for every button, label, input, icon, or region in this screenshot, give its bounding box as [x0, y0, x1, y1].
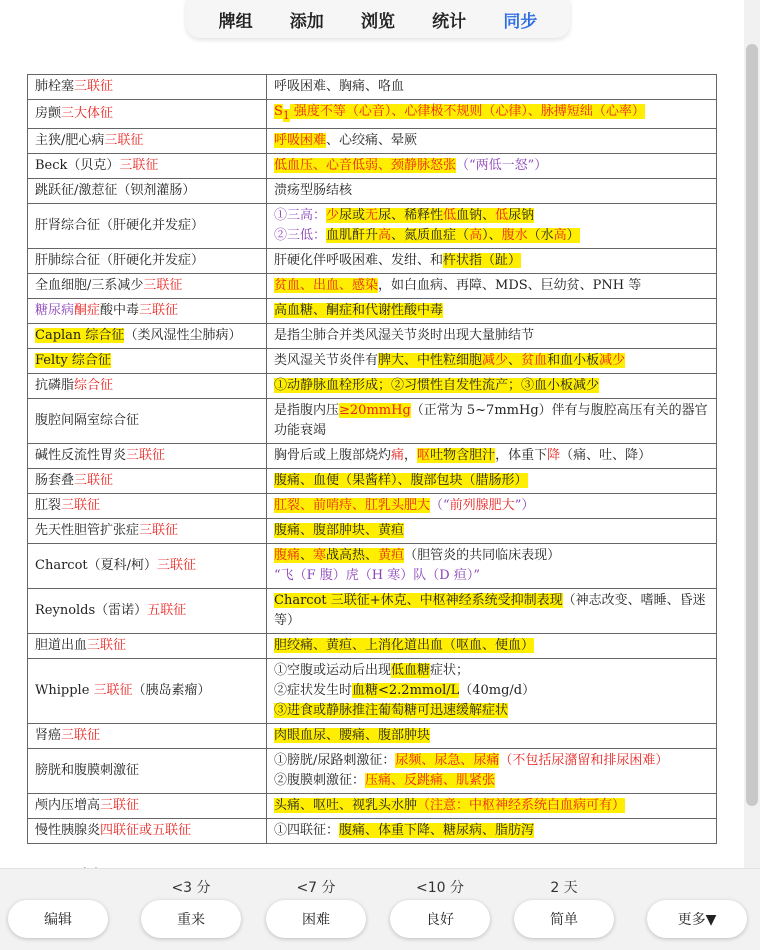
syndrome-name-cell [28, 793, 267, 818]
tab-sync[interactable]: 同步 [503, 11, 538, 32]
syndrome-desc-cell [267, 100, 717, 129]
syndrome-desc-cell [267, 818, 717, 843]
desc-segment: ， [404, 447, 418, 463]
table-row [28, 543, 717, 588]
desc-segment: 少 [326, 207, 340, 223]
desc-segment: 尿或 [339, 207, 366, 223]
name-segment: 膀胱和腹膜刺激征 [35, 762, 140, 778]
table-row [28, 203, 717, 248]
name-segment: 三联征 [126, 447, 166, 463]
desc-segment: 吐物含胆汁 [430, 447, 496, 463]
desc-segment: 腹水 [501, 227, 528, 243]
desc-segment: 贫血 [521, 352, 548, 368]
table-row [28, 518, 717, 543]
desc-segment: （痛、吐、降） [560, 447, 652, 463]
table-row [28, 178, 717, 203]
desc-segment: 血钠、 [456, 207, 496, 223]
desc-segment: 类风湿关节炎伴有 [274, 352, 379, 368]
desc-segment: 肛裂、前哨痔、肛乳头肥大 [274, 497, 431, 513]
desc-segment: 无 [365, 207, 379, 223]
desc-segment: 前列腺肥大 [449, 497, 515, 513]
name-segment: 肛裂 [35, 497, 62, 513]
interval-hard: <7 分 [296, 880, 336, 896]
syndrome-desc-cell [267, 128, 717, 153]
syndrome-desc-cell [267, 373, 717, 398]
name-segment: 肾癌 [35, 727, 62, 743]
name-segment: 三联征 [143, 277, 183, 293]
desc-line [274, 771, 709, 791]
desc-segment: 高血糖、酮症和代谢性酸中毒 [274, 302, 444, 318]
desc-segment: 高 [469, 227, 483, 243]
name-segment: Reynolds（雷诺） [35, 602, 148, 618]
interval-again: <3 分 [171, 880, 211, 896]
name-segment: 四联征或五联征 [100, 822, 192, 838]
desc-line [274, 401, 709, 441]
name-segment: 三联征 [119, 157, 159, 173]
desc-line [274, 156, 709, 176]
syndrome-desc-cell [267, 543, 717, 588]
syndrome-name-cell [28, 178, 267, 203]
table-row [28, 100, 717, 129]
desc-segment: ①空腹或运动后出现 [274, 662, 392, 678]
name-segment: Caplan 综合征 [35, 327, 125, 343]
syndrome-name-cell [28, 588, 267, 633]
name-segment: 三联征 [139, 302, 179, 318]
edit-button[interactable]: 编辑 [8, 900, 108, 938]
desc-line [274, 376, 709, 396]
tab-decks[interactable]: 牌组 [218, 11, 253, 32]
good-button[interactable]: 良好 [390, 900, 490, 938]
name-segment: 全血细胞/三系减少 [35, 277, 144, 293]
desc-line [274, 821, 709, 841]
desc-line [274, 546, 709, 566]
desc-segment: 压痛、反跳痛、肌紧张 [365, 772, 496, 788]
syndrome-desc-cell [267, 323, 717, 348]
name-segment: 碱性反流性胃炎 [35, 447, 127, 463]
table-row [28, 128, 717, 153]
desc-segment: （神志改变、嗜睡、昏迷等） [274, 592, 706, 628]
desc-line [274, 226, 709, 246]
table-row [28, 658, 717, 723]
desc-segment: ） [566, 227, 580, 243]
syndrome-name-cell [28, 153, 267, 178]
desc-segment: 腹痛、血便（果酱样）、腹部包块（腊肠形） [274, 472, 528, 488]
desc-segment: 低血糖 [391, 662, 431, 678]
desc-segment: 腹痛 [274, 547, 301, 563]
syndrome-name-cell [28, 348, 267, 373]
desc-line [274, 471, 709, 491]
desc-line [274, 751, 709, 771]
table-row [28, 443, 717, 468]
syndrome-name-cell [28, 203, 267, 248]
name-segment: 三联征 [93, 682, 133, 698]
desc-segment: 降 [547, 447, 561, 463]
more-button[interactable]: 更多▼ [647, 900, 747, 938]
desc-segment: 尿频、尿急、尿痛 [395, 752, 500, 768]
desc-segment: “飞（F 腹）虎（H 寒）队（D 疸）” [274, 567, 480, 583]
desc-line [274, 661, 709, 681]
desc-segment: ②三低： [274, 227, 327, 243]
tab-add[interactable]: 添加 [289, 11, 324, 32]
desc-segment: 溃疡型肠结核 [274, 182, 353, 198]
desc-segment: ，体重下 [495, 447, 548, 463]
desc-segment: 呕 [417, 447, 431, 463]
syndrome-name-cell [28, 128, 267, 153]
desc-line [274, 206, 709, 226]
desc-segment: 低 [495, 207, 509, 223]
syndrome-name-cell [28, 493, 267, 518]
table-row [28, 493, 717, 518]
desc-segment: ①膀胱/尿路刺激征： [274, 752, 396, 768]
syndrome-name-cell [28, 100, 267, 129]
syndrome-desc-cell [267, 588, 717, 633]
desc-line [274, 276, 709, 296]
syndrome-desc-cell [267, 348, 717, 373]
table-row [28, 723, 717, 748]
desc-segment: ，如白血病、再障、MDS、巨幼贫、PNH 等 [378, 277, 642, 293]
name-segment: 肺栓塞 [35, 79, 75, 94]
desc-line [274, 566, 709, 586]
table-row [28, 468, 717, 493]
desc-line [274, 591, 709, 631]
name-segment: 三联征 [61, 727, 101, 743]
desc-segment: ②症状发生时 [274, 682, 353, 698]
table-row [28, 348, 717, 373]
syndrome-desc-cell [267, 178, 717, 203]
desc-segment: （注意：中枢神经系统白血病可有） [417, 797, 626, 813]
desc-segment: 腹痛、腹部肿块、黄疸 [274, 522, 405, 538]
desc-segment: 是指尘肺合并类风湿关节炎时出现大量肺结节 [274, 327, 535, 343]
syndrome-desc-cell [267, 493, 717, 518]
desc-segment: 强度不等（心音）、心律极不规则（心律）、脉搏短绌（心率） [289, 104, 645, 119]
name-segment: 跳跃征/激惹征（钡剂灌肠） [35, 182, 196, 198]
desc-line [274, 701, 709, 721]
table-row [28, 588, 717, 633]
name-segment: 糖尿病 [35, 302, 75, 318]
desc-segment: ②腹膜刺激征： [274, 772, 366, 788]
syndrome-desc-cell [267, 153, 717, 178]
desc-segment: Charcot 三联征+休克、中枢神经系统受抑制表现 [274, 592, 563, 608]
syndrome-desc-cell [267, 443, 717, 468]
name-segment: 综合征 [74, 377, 114, 393]
desc-line [274, 77, 709, 97]
desc-segment: 呼吸困难、胸痛、咯血 [274, 79, 405, 94]
syndrome-name-cell [28, 75, 267, 100]
desc-segment: （胆管炎的共同临床表现） [404, 547, 561, 563]
syndrome-name-cell [28, 748, 267, 793]
desc-segment: 高 [378, 227, 392, 243]
syndrome-desc-cell [267, 468, 717, 493]
desc-segment: 血糖<2.2mmol/L [352, 682, 460, 698]
name-segment: 肠套叠 [35, 472, 75, 488]
hard-button[interactable]: 困难 [266, 900, 366, 938]
desc-segment: 腹痛、体重下降、糖尿病、脂肪泻 [339, 822, 535, 838]
desc-segment: 症状； [430, 662, 470, 678]
table-row [28, 248, 717, 273]
desc-segment: 呼吸困难 [274, 132, 327, 148]
name-segment: 颅内压增高 [35, 797, 101, 813]
name-segment: 三联征 [100, 797, 140, 813]
desc-segment: 低血压、心音低弱、颈静脉怒张 [274, 157, 457, 173]
desc-segment: 肝硬化伴呼吸困难、发绀、和 [274, 252, 444, 268]
desc-segment: 高 [553, 227, 567, 243]
name-segment: 三联征 [157, 557, 197, 573]
desc-segment: （“ [430, 497, 450, 513]
name-segment: 三联征 [139, 522, 179, 538]
name-segment: 腹腔间隔室综合征 [35, 412, 140, 428]
syndrome-name-cell [28, 398, 267, 443]
name-segment: （类风湿性尘肺病） [124, 327, 242, 343]
tab-browse[interactable]: 浏览 [360, 11, 395, 32]
desc-segment: 和血小板 [547, 352, 600, 368]
name-segment: 抗磷脂 [35, 377, 75, 393]
name-segment: 慢性胰腺炎 [35, 822, 101, 838]
name-segment: 胆道出血 [35, 637, 88, 653]
answer-bar [0, 868, 760, 950]
desc-line [274, 131, 709, 151]
name-segment: （胰岛素瘤） [132, 682, 211, 698]
syndrome-desc-cell [267, 793, 717, 818]
syndrome-name-cell [28, 298, 267, 323]
desc-segment: 1 [282, 108, 290, 122]
syndrome-name-cell [28, 443, 267, 468]
desc-segment: 战高热、 [326, 547, 379, 563]
desc-segment: ≥20mmHg [339, 402, 411, 418]
desc-line [274, 726, 709, 746]
name-segment: 酸中毒 [100, 302, 140, 318]
syndrome-name-cell [28, 518, 267, 543]
table-row [28, 748, 717, 793]
name-segment: Whipple [35, 682, 94, 698]
desc-segment: 贫血、出血、感染 [274, 277, 379, 293]
desc-segment: 、氮质血症（ [391, 227, 470, 243]
syndrome-desc-cell [267, 518, 717, 543]
name-segment: 主狭/肥心病 [35, 132, 105, 148]
name-segment: 肝肾综合征（肝硬化并发症） [35, 217, 205, 233]
name-segment: 肝肺综合征（肝硬化并发症） [35, 252, 205, 268]
table-row [28, 793, 717, 818]
desc-line [274, 446, 709, 466]
top-tab-bar [186, 0, 570, 38]
desc-line [274, 326, 709, 346]
table-row [28, 75, 717, 100]
desc-line [274, 496, 709, 516]
tab-stats[interactable]: 统计 [432, 11, 467, 32]
desc-segment: ①四联征： [274, 822, 340, 838]
name-segment: 先天性胆管扩张症 [35, 522, 140, 538]
desc-segment: （不包括尿潴留和排尿困难） [499, 752, 669, 768]
syndrome-desc-cell [267, 75, 717, 100]
desc-segment: 低 [443, 207, 457, 223]
syndrome-desc-cell [267, 273, 717, 298]
syndrome-name-cell [28, 468, 267, 493]
desc-segment: 头痛、呕吐、视乳头水肿 [274, 797, 418, 813]
interval-easy: 2 天 [550, 880, 578, 896]
syndrome-name-cell [28, 723, 267, 748]
desc-segment: （40mg/d） [459, 682, 536, 698]
desc-segment: ）、 [482, 227, 502, 243]
desc-segment: 肉眼血尿、腰痛、腹部肿块 [274, 727, 431, 743]
desc-line [274, 636, 709, 656]
name-segment: 三联征 [61, 497, 101, 513]
syndrome-desc-cell [267, 398, 717, 443]
desc-line [274, 796, 709, 816]
syndrome-desc-cell [267, 203, 717, 248]
table-row [28, 373, 717, 398]
desc-line [274, 102, 709, 126]
desc-segment: 、 [300, 547, 314, 563]
syndrome-name-cell [28, 373, 267, 398]
name-segment: 三联征 [74, 79, 114, 94]
syndrome-desc-cell [267, 248, 717, 273]
desc-segment: ③进食或静脉推注葡萄糖可迅速缓解症状 [274, 702, 509, 718]
again-button[interactable]: 重来 [141, 900, 241, 938]
desc-line [274, 251, 709, 271]
interval-good: <10 分 [416, 880, 464, 896]
table-row [28, 633, 717, 658]
desc-segment: 尿、稀释性 [378, 207, 444, 223]
desc-segment: 寒 [313, 547, 327, 563]
syndrome-desc-cell [267, 658, 717, 723]
syndrome-name-cell [28, 818, 267, 843]
desc-line [274, 521, 709, 541]
syndrome-name-cell [28, 543, 267, 588]
table-row [28, 298, 717, 323]
table-row [28, 153, 717, 178]
desc-line [274, 181, 709, 201]
desc-line [274, 351, 709, 371]
desc-segment: ①三高： [274, 207, 327, 223]
desc-segment: （“两低一怒”） [456, 157, 548, 173]
name-segment: 五联征 [147, 602, 187, 618]
table-row [28, 818, 717, 843]
table-row [28, 323, 717, 348]
desc-line [274, 301, 709, 321]
syndrome-desc-cell [267, 748, 717, 793]
desc-segment: ”） [514, 497, 535, 513]
desc-segment: 、 [508, 352, 522, 368]
desc-segment: 杵状指（趾） [443, 252, 522, 268]
desc-segment: 减少 [599, 352, 626, 368]
name-segment: 三联征 [87, 637, 127, 653]
table-row [28, 273, 717, 298]
name-segment: 房颤 [35, 105, 62, 121]
name-segment: Charcot（夏科/柯） [35, 557, 157, 573]
easy-button[interactable]: 简单 [514, 900, 614, 938]
syndrome-name-cell [28, 633, 267, 658]
desc-segment: 血肌酐升 [326, 227, 379, 243]
desc-segment: 减少 [482, 352, 509, 368]
scrollbar-thumb[interactable] [746, 44, 758, 806]
desc-segment: （正常为 5~7mmHg）伴有与腹腔高压有关的器官功能衰竭 [274, 402, 708, 438]
syndrome-name-cell [28, 658, 267, 723]
name-segment: Felty 综合征 [35, 352, 111, 368]
desc-segment: 脾大、中性粒细胞 [378, 352, 483, 368]
syndrome-name-cell [28, 323, 267, 348]
name-segment: Beck（贝克） [35, 157, 120, 173]
syndrome-name-cell [28, 248, 267, 273]
desc-segment: 尿钠 [508, 207, 535, 223]
name-segment: 三大体征 [61, 105, 114, 121]
syndrome-name-cell [28, 273, 267, 298]
desc-segment: 胆绞痛、黄疸、上消化道出血（呕血、便血） [274, 637, 535, 653]
syndrome-desc-cell [267, 723, 717, 748]
name-segment: 三联征 [74, 472, 114, 488]
desc-segment: （水 [527, 227, 554, 243]
desc-segment: ①动静脉血栓形成；②习惯性自发性流产；③血小板减少 [274, 377, 600, 393]
table-row [28, 398, 717, 443]
name-segment: 酮症 [74, 302, 101, 318]
desc-line [274, 681, 709, 701]
desc-segment: 是指腹内压 [274, 402, 340, 418]
name-segment: 三联征 [104, 132, 144, 148]
syndrome-desc-cell [267, 633, 717, 658]
desc-segment: 黄疸 [378, 547, 405, 563]
desc-segment: S [274, 104, 283, 119]
desc-segment: 、心绞痛、晕厥 [326, 132, 418, 148]
syndrome-desc-cell [267, 298, 717, 323]
desc-segment: 胸骨后或上腹部烧灼 [274, 447, 392, 463]
desc-segment: 痛 [391, 447, 405, 463]
syndrome-table [27, 74, 717, 844]
